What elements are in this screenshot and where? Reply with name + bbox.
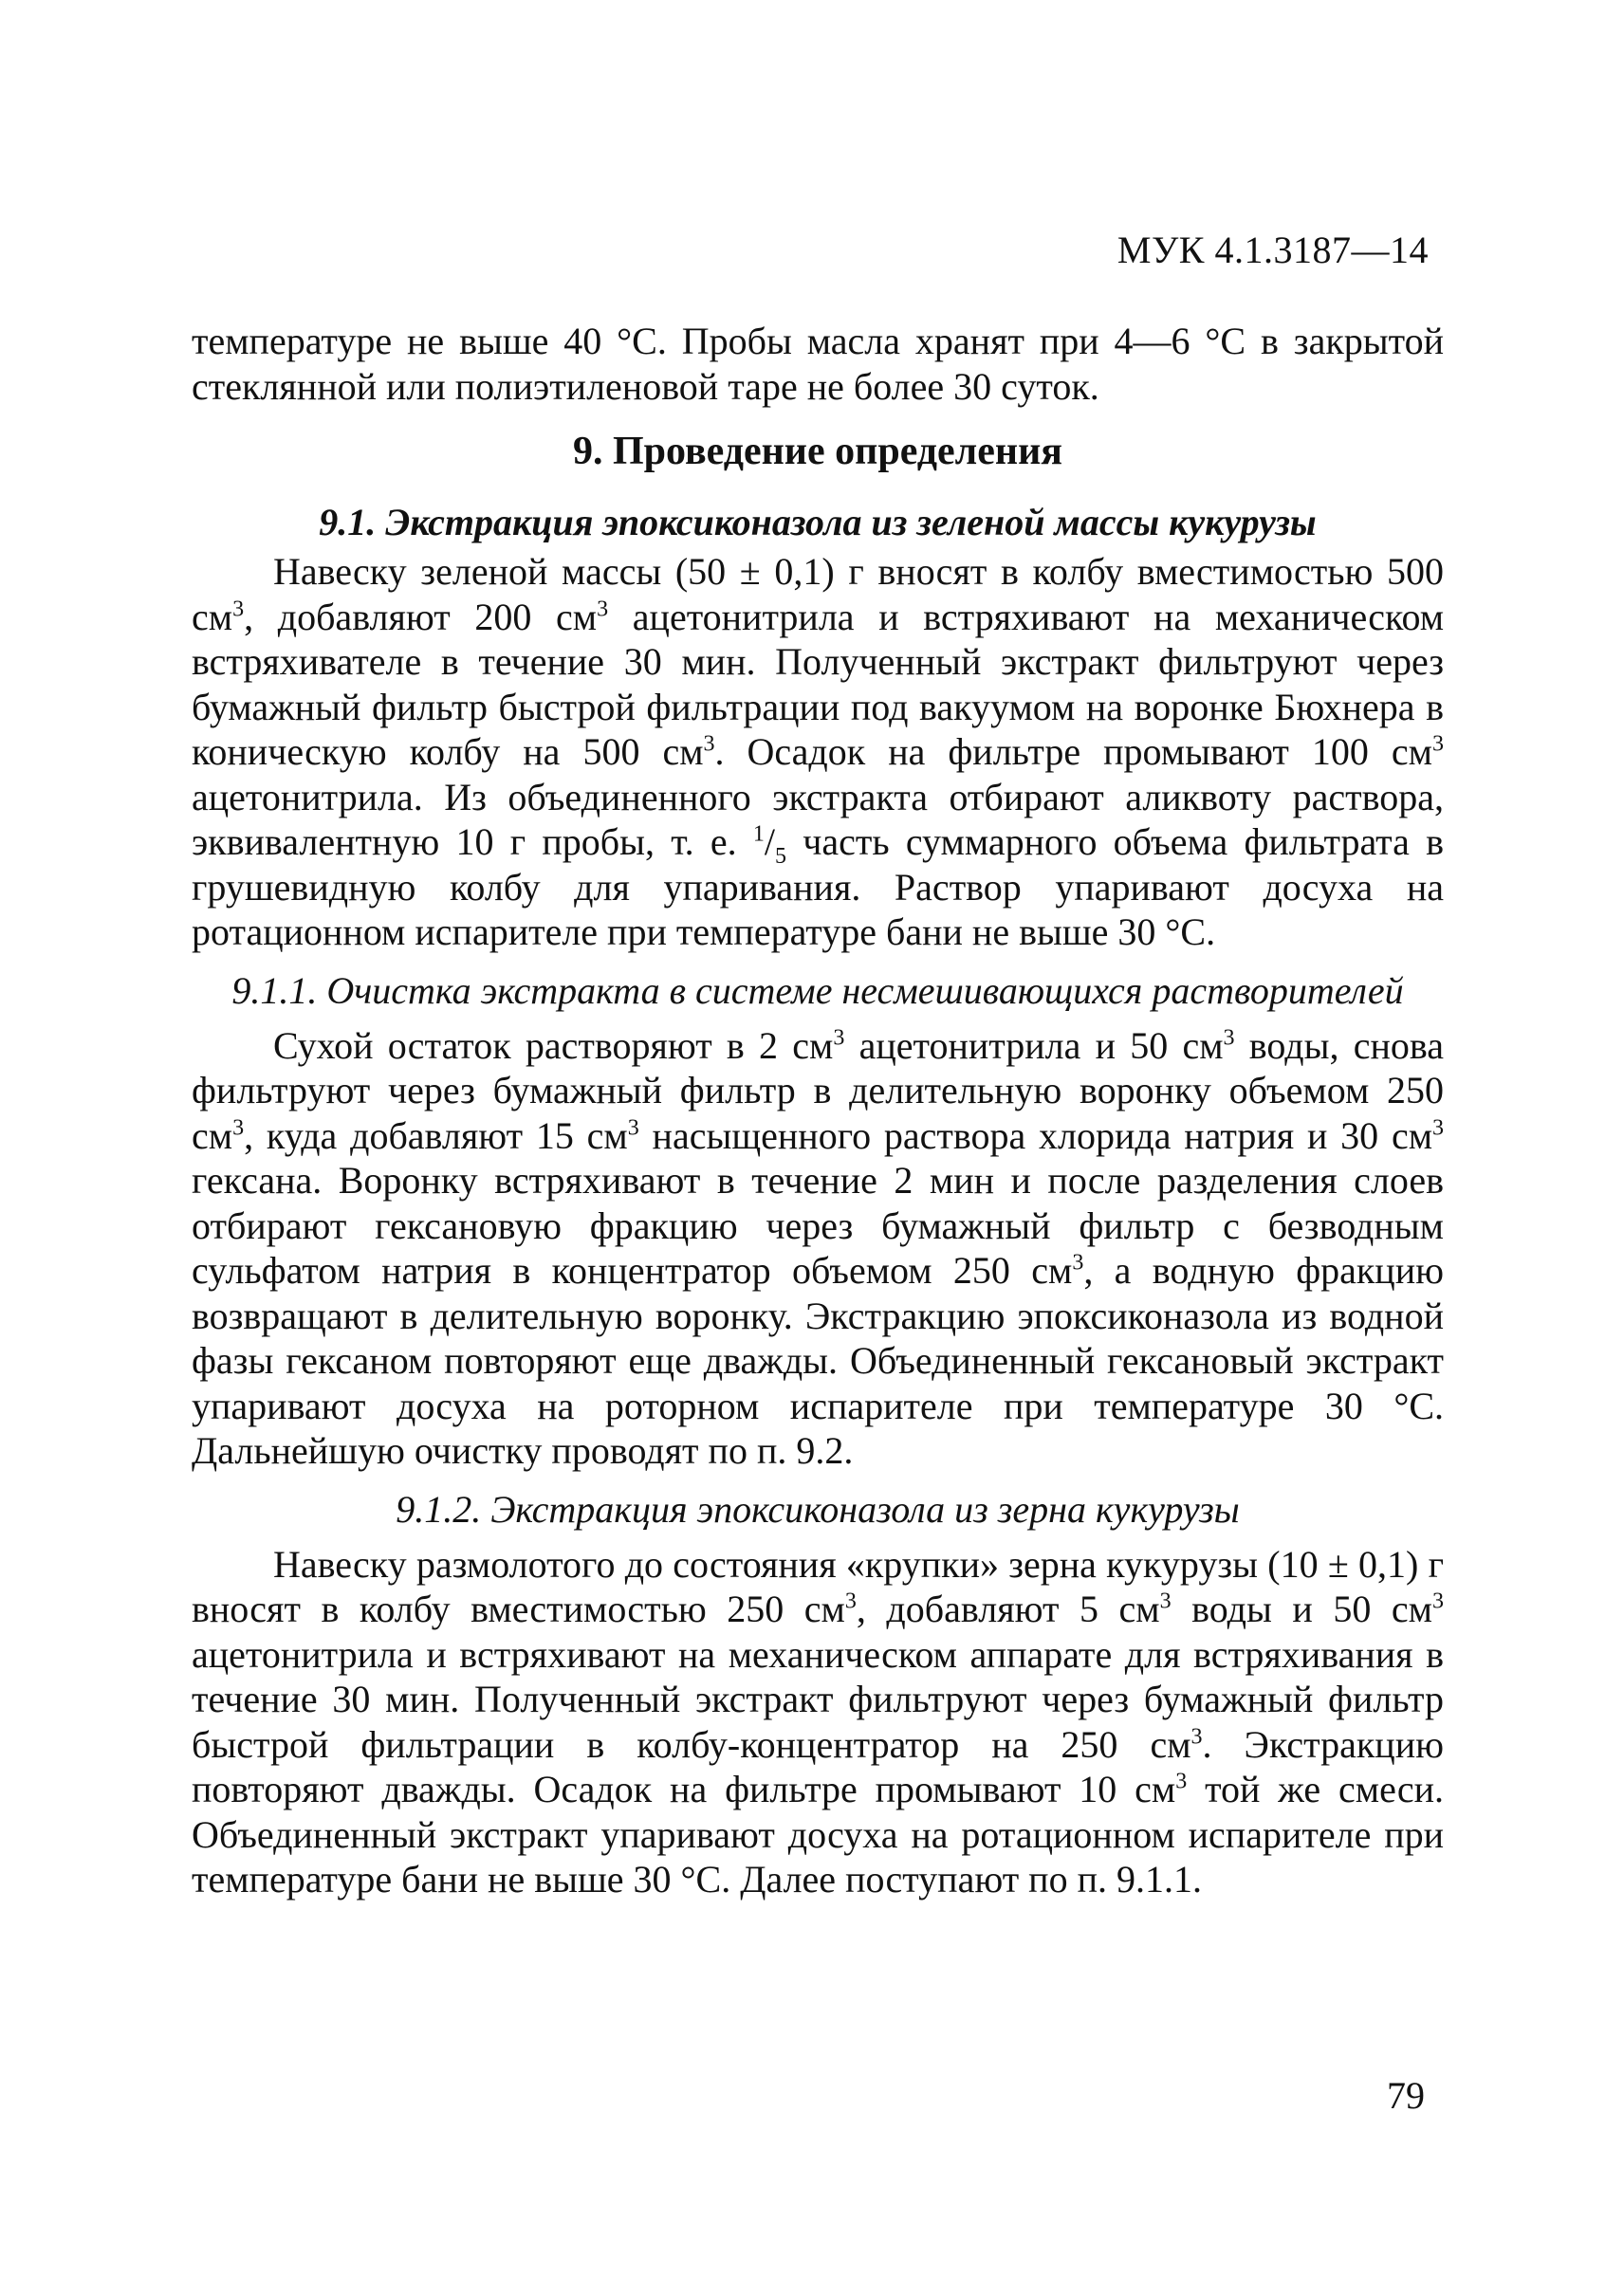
text-run: . Экстракцию повторяют дважды. Осадок на фильтре промывают 10 см [192, 1722, 1444, 1810]
superscript: 1 [752, 821, 765, 847]
paragraph-9-1-2 [192, 1542, 1444, 1902]
superscript: 3 [833, 1025, 845, 1051]
text-run: ацетонитрила. Из объединенного экстракта отбирают аликвоту раствора, эквивалентную 10 г пробы, т. е. [192, 775, 1444, 863]
text-run: воды, снова фильтруют через бумажный фильтр в делительную воронку объемом 250 см [192, 1023, 1444, 1157]
paragraph-9-1-1 [192, 1023, 1444, 1474]
superscript: 3 [1072, 1250, 1084, 1276]
superscript: 3 [597, 597, 609, 622]
superscript: 3 [1223, 1025, 1235, 1051]
text-run: ацетонитрила и встряхивают на механическом встряхивателе в течение 30 мин. Полученный экстракт фильтруют через бумажный фильтр быстрой фильтрации под вакуумом на воронке Бюхнера в коническую колбу на 500 см [192, 595, 1445, 773]
subsection-9-1-1-title: 9.1.1. Очистка экстракта в системе несмешивающихся растворителей [231, 968, 1404, 1012]
text-run: Навеску размолотого до состояния «крупки» зерна кукурузы (10 ± 0,1) г вносят в колбу вместимостью 250 см [192, 1542, 1444, 1630]
superscript: 3 [1190, 1724, 1203, 1750]
text-run: , куда добавляют 15 см [244, 1113, 628, 1157]
superscript: 3 [1431, 1589, 1444, 1614]
text-run: воды и 50 см [1171, 1588, 1432, 1630]
subsection-9-1-title: 9.1. Экстракция эпоксиконазола из зеленой массы кукурузы [319, 501, 1317, 543]
superscript: 3 [1432, 731, 1444, 757]
superscript: 3 [232, 1115, 245, 1141]
text-run: . Осадок на фильтре промывают 100 см [714, 730, 1432, 773]
superscript: 3 [1175, 1769, 1188, 1794]
subsection-9-1-2-title: 9.1.2. Экстракция эпоксиконазола из зерна кукурузы [396, 1487, 1240, 1531]
superscript: 3 [1432, 1115, 1445, 1141]
page-number: 79 [1387, 2074, 1425, 2117]
text-run: , добавляют 200 см [244, 595, 598, 638]
paragraph-9-1 [192, 549, 1444, 955]
text-run: Сухой остаток растворяют в 2 см [273, 1023, 834, 1067]
text-run: , а водную фракцию возвращают в делительную воронку. Экстракцию эпоксиконазола из водной фазы гексаном повторяют еще дважды. Объединенный гексановый экстракт упаривают досуха на роторном испарителе при температуре 30 °С. Дальнейшую очистку проводят по п. 9.2. [192, 1249, 1445, 1472]
superscript: 3 [627, 1115, 639, 1141]
superscript: 3 [844, 1589, 857, 1614]
document-code: МУК 4.1.3187—14 [1116, 229, 1429, 271]
superscript: 3 [703, 731, 715, 757]
text-run: ацетонитрила и 50 см [844, 1023, 1224, 1067]
section-title: 9. Проведение определения [572, 430, 1063, 473]
text-run: гексана. Воронку встряхивают в течение 2 мин и после разделения слоев отбирают гексановую фракцию через бумажный фильтр с безводным сульфатом натрия в концентратор объемом 250 см [192, 1159, 1444, 1292]
text-run: Навеску зеленой массы (50 ± 0,1) г вносят в колбу вместимостью [273, 550, 1374, 593]
intro-paragraph: температуре не выше 40 °С. Пробы масла хранят при 4—6 °С в закрытой стеклянной или полиэтиленовой таре не более 30 суток. [192, 320, 1444, 408]
superscript: 3 [232, 597, 245, 622]
page-content [192, 319, 1444, 1902]
text-run: той же смеси. Объединенный экстракт упаривают досуха на ротационном испарителе при температуре бани не выше 30 °С. Далее поступают по п. 9.1.1. [192, 1768, 1445, 1901]
text-run: / [764, 820, 776, 863]
text-run: часть суммарного объема фильтрата в грушевидную колбу для упаривания. Раствор упаривают досуха на ротационном испарителе при температуре бани не выше 30 °С. [192, 820, 1445, 953]
text-run: , добавляют 5 см [856, 1588, 1160, 1630]
text-run: 500 см [192, 550, 1445, 638]
superscript: 3 [1159, 1589, 1172, 1614]
subscript: 5 [775, 844, 787, 869]
text-run: насыщенного раствора хлорида натрия и 30 см [638, 1113, 1433, 1157]
text-run: ацетонитрила и встряхивают на механическом аппарате для встряхивания в течение 30 мин. Полученный экстракт фильтруют через бумажный фильтр быстрой фильтрации в колбу-концентратор на 250 см [192, 1632, 1444, 1766]
